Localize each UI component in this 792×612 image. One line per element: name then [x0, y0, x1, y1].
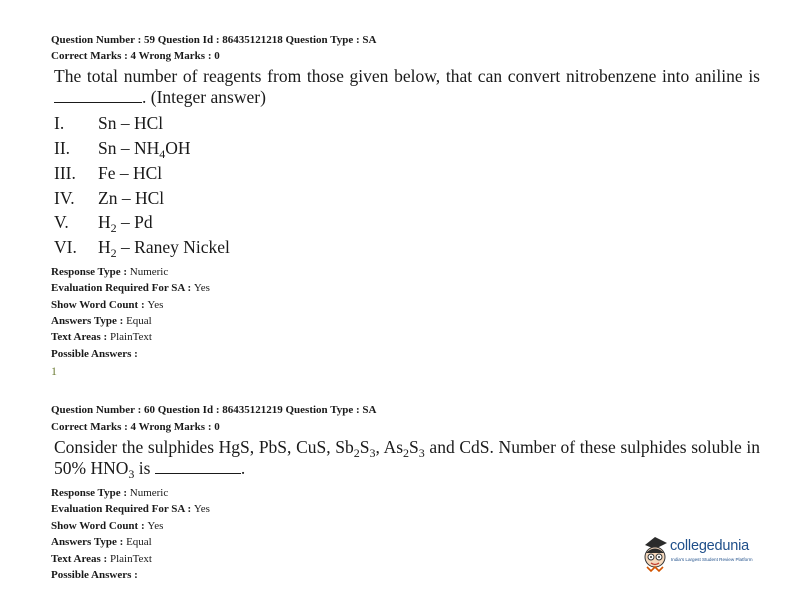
q59-option-1	[54, 113, 163, 134]
field-label: Text Areas :	[51, 553, 108, 565]
field-label: Evaluation Required For SA :	[51, 282, 192, 294]
field-value: Yes	[193, 503, 210, 515]
q60-stem-text: , As	[375, 437, 404, 457]
field-value: Yes	[193, 282, 210, 294]
field-value: Numeric	[129, 487, 169, 499]
q60-stem-subscript: 3	[128, 467, 135, 481]
q59-answer-blank	[54, 88, 142, 103]
q60-stem-subscript: 2	[403, 446, 410, 460]
field-value: Numeric	[129, 266, 169, 278]
q59-option-6	[54, 237, 230, 258]
q59-question-text	[54, 66, 760, 108]
option-text: Sn – HCl	[98, 113, 164, 133]
q60-evaluation-required	[51, 503, 210, 515]
field-value: PlainText	[109, 553, 152, 565]
field-value: PlainText	[109, 331, 152, 343]
q60-stem-text: S	[359, 437, 370, 457]
q59-option-2	[54, 138, 191, 159]
q60-stem-subscript: 3	[418, 446, 425, 460]
option-text-suffix: OH	[165, 138, 191, 158]
option-text-suffix: – Pd	[116, 212, 153, 232]
q59-stem-part-1: The total number of reagents from those given below, that can convert nitrobenzene into aniline is	[54, 66, 760, 86]
q60-stem-subscript: 2	[353, 446, 360, 460]
q59-header: Question Number : 59 Question Id : 86435121218 Question Type : SA	[51, 34, 377, 46]
q60-possible-answers	[51, 569, 138, 581]
q59-marks: Correct Marks : 4 Wrong Marks : 0	[51, 50, 220, 62]
q60-stem-text: S	[409, 437, 419, 457]
option-text: Fe – HCl	[98, 163, 163, 183]
logo-wordmark: collegedunia	[670, 538, 750, 554]
option-number: III.	[54, 163, 76, 183]
field-value: Yes	[147, 520, 164, 532]
option-text: H	[98, 237, 111, 257]
option-subscript: 2	[110, 221, 117, 235]
field-label: Answers Type :	[51, 536, 124, 548]
q60-stem-text: Consider the sulphides HgS, PbS, CuS, Sb	[54, 437, 354, 457]
field-label: Show Word Count :	[51, 299, 145, 311]
q60-stem-subscript: 3	[369, 446, 376, 460]
field-value: Equal	[126, 536, 152, 548]
field-label: Response Type :	[51, 266, 127, 278]
q59-stem-part-2: . (Integer answer)	[142, 87, 266, 107]
q59-option-3	[54, 163, 162, 184]
q59-text-areas	[51, 331, 152, 343]
option-number: II.	[54, 138, 71, 158]
q60-stem-text: is	[134, 458, 151, 478]
option-number: I.	[54, 113, 65, 133]
option-subscript: 4	[159, 147, 166, 161]
collegedunia-logo	[640, 533, 770, 575]
q59-show-word-count	[51, 299, 163, 311]
q60-stem-text: and CdS. Number of these sulphides soluble in 50% HNO	[54, 437, 761, 478]
q60-text-areas	[51, 553, 152, 565]
q59-possible-answers	[51, 348, 138, 360]
q59-evaluation-required	[51, 282, 210, 294]
field-label: Show Word Count :	[51, 520, 145, 532]
field-label: Possible Answers :	[51, 348, 138, 360]
q59-answer-value: 1	[51, 364, 57, 378]
option-text: Sn – NH	[98, 138, 160, 158]
field-label: Answers Type :	[51, 315, 124, 327]
q60-header: Question Number : 60 Question Id : 86435121219 Question Type : SA	[51, 404, 377, 416]
field-value: Yes	[147, 299, 164, 311]
option-text: H	[98, 212, 111, 232]
q60-stem-text: .	[240, 458, 246, 478]
q59-option-5	[54, 212, 153, 233]
q59-option-4	[54, 188, 164, 209]
q59-response-type	[51, 266, 168, 278]
field-label: Possible Answers :	[51, 569, 138, 581]
mascot-icon	[640, 533, 670, 575]
field-label: Response Type :	[51, 487, 127, 499]
option-text-suffix: – Raney Nickel	[116, 237, 230, 257]
q60-answers-type	[51, 536, 152, 548]
option-number: VI.	[54, 237, 77, 257]
option-text: Zn – HCl	[98, 188, 165, 208]
option-number: V.	[54, 212, 69, 232]
q60-marks: Correct Marks : 4 Wrong Marks : 0	[51, 421, 220, 433]
q59-answers-type	[51, 315, 152, 327]
q60-question-text	[54, 437, 760, 479]
logo-tagline: India's Largest Student Review Platform	[671, 557, 753, 562]
field-value: Equal	[126, 315, 152, 327]
field-label: Text Areas :	[51, 331, 108, 343]
option-number: IV.	[54, 188, 75, 208]
q60-answer-blank	[155, 459, 241, 474]
q60-show-word-count	[51, 520, 163, 532]
option-subscript: 2	[110, 246, 117, 260]
field-label: Evaluation Required For SA :	[51, 503, 192, 515]
q60-response-type	[51, 487, 168, 499]
